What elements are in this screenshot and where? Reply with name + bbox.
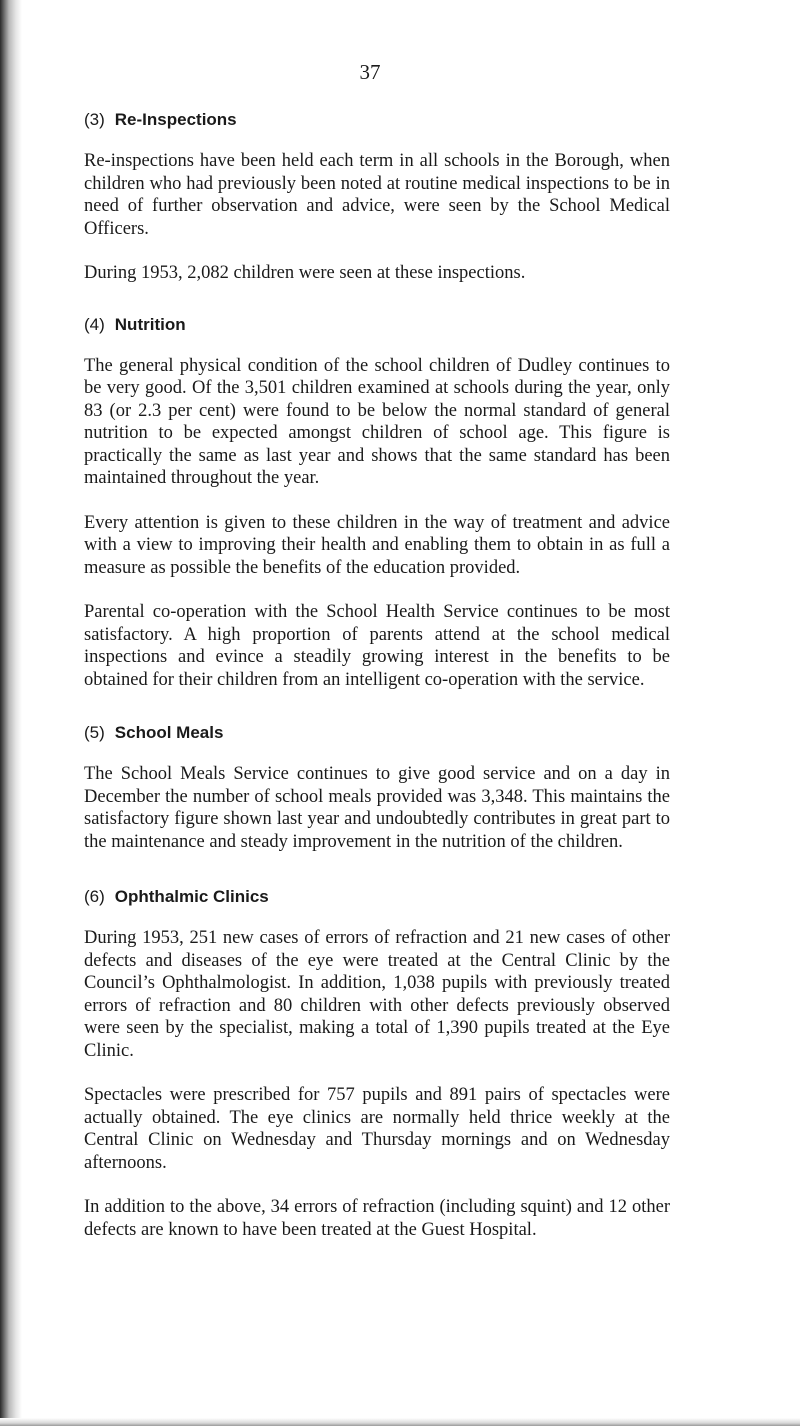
section-number: (3) — [84, 110, 105, 129]
section-title: School Meals — [114, 723, 224, 742]
section-re-inspections — [84, 110, 670, 285]
section-nutrition — [84, 315, 670, 692]
section-title: Ophthalmic Clinics — [114, 887, 269, 906]
section-heading — [84, 887, 670, 907]
section-heading — [84, 110, 670, 130]
paragraph: During 1953, 251 new cases of errors of refraction and 21 new cases of other defects and diseases of the eye were treated at the Central Clinic by the Council’s Ophthalmologist. In addition, 1,038 pupils with previously treated errors of refraction and 80 children with other defects previously observed were seen by the specialist, making a total of 1,390 pupils treated at the Eye Clinic. — [84, 928, 670, 1061]
section-heading — [84, 315, 670, 335]
section-ophthalmic-clinics — [84, 887, 670, 1241]
section-number: (4) — [84, 314, 105, 334]
paragraph: The general physical condition of the school children of Dudley continues to be very good. Of the 3,501 children examined at schools during the year, only 83 (or 2.3 per cent) were found to be below the normal standard of general nutrition to be expected amongst children of school age. This figure is practically the same as last year and shows that the same standard has been maintained throughout the year. — [84, 355, 670, 488]
paragraph: Parental co-operation with the School Health Service continues to be most satisfactory. A high proportion of parents attend at the school medical inspections and evince a steadily growing interest in the benefits to be obtained for their children from an intelligent co-operation with the service. — [84, 602, 670, 690]
section-number: (6) — [84, 887, 105, 906]
page-bottom-edge — [0, 1418, 800, 1426]
section-heading — [84, 723, 670, 743]
section-number: (5) — [84, 723, 105, 742]
paragraph: Re-inspections have been held each term in all schools in the Borough, when children who had previously been noted at routine medical inspections to be in need of further observation and advice, were seen by the School Medical Officers. — [84, 151, 670, 239]
page-binding-edge — [0, 0, 22, 1426]
paragraph: The School Meals Service continues to give good service and on a day in December the number of school meals provided was 3,348. This maintains the satisfactory figure shown last year and undoubtedly contributes in great part to the maintenance and steady improvement in the nutrition of the children. — [84, 764, 670, 852]
paragraph: In addition to the above, 34 errors of refraction (including squint) and 12 other defects are known to have been treated at the Guest Hospital. — [84, 1197, 670, 1240]
section-title: Nutrition — [114, 314, 186, 334]
page-number: 37 — [359, 60, 381, 84]
paragraph: Every attention is given to these children in the way of treatment and advice with a view to improving their health and enabling them to obtain in as full a measure as possible the benefits of the education provided. — [84, 512, 670, 578]
section-title: Re-Inspections — [114, 110, 237, 129]
paragraph: Spectacles were prescribed for 757 pupils and 891 pairs of spectacles were actually obtained. The eye clinics are normally held thrice weekly at the Central Clinic on Wednesday and Thursday mornings and on Wednesday afternoons. — [84, 1085, 670, 1173]
paragraph: During 1953, 2,082 children were seen at these inspections. — [84, 263, 526, 283]
document-body — [84, 110, 670, 1271]
section-school-meals — [84, 723, 670, 853]
